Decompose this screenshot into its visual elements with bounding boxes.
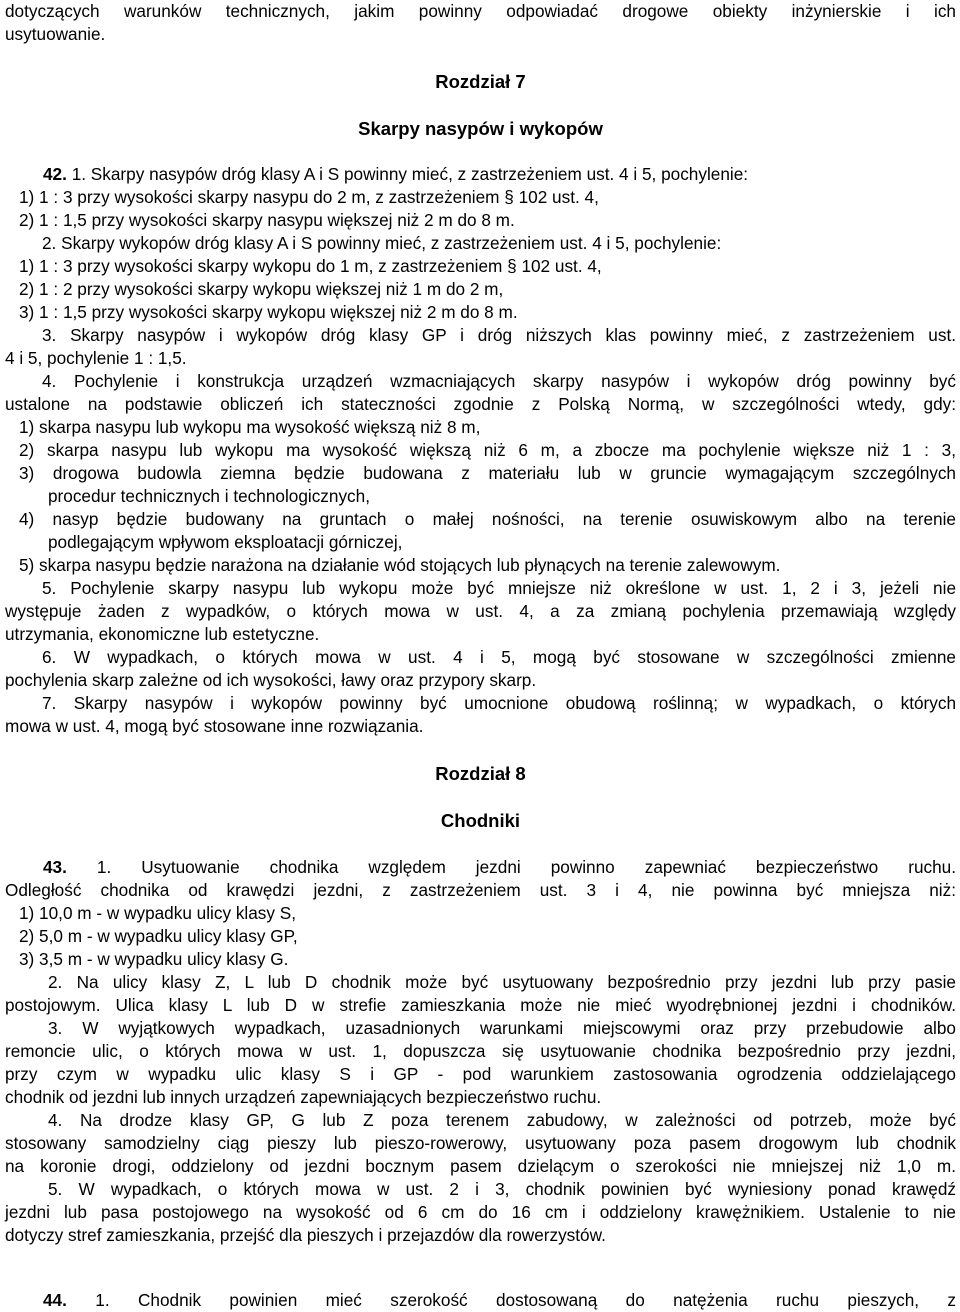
text-line: 4. Pochylenie i konstrukcja urządzeń wzmacniających skarpy nasypów i wykopów dróg powinny być <box>42 371 956 391</box>
text-line: 4. Na drodze klasy GP, G lub Z poza terenem zabudowy, w zależności od potrzeb, może być <box>48 1110 956 1130</box>
section-paragraph-42 <box>43 163 956 186</box>
list-item: 5) skarpa nasypu będzie narażona na działanie wód stojących lub płynących na terenie zalewowym. <box>19 555 781 575</box>
text-line: przy czym w wypadku ulic klasy S i GP - pod warunkiem zastosowania ogrodzenia oddzielającego <box>5 1064 956 1084</box>
text-line: 3. W wyjątkowych wypadkach, uzasadnionych warunkami miejscowymi oraz przy przebudowie albo <box>48 1018 956 1038</box>
text-line: usytuowanie. <box>5 24 106 44</box>
text-line: jezdni lub pasa postojowego na wysokość od 6 cm do 16 cm i oddzielony krawężnikiem. Ustalenie to nie <box>5 1202 956 1222</box>
text-line: pochylenia skarp zależne od ich wysokości, ławy oraz przypory skarp. <box>5 670 537 690</box>
text-line: występuje żaden z wypadków, o których mowa w ust. 4, a za zmianą pochylenia przemawiają względy <box>5 601 956 621</box>
section-number: 42. <box>43 164 67 184</box>
text-line: stosowany samodzielny ciąg pieszy lub pieszo-rowerowy, usytuowany poza pasem drogowym lub chodnik <box>5 1133 956 1153</box>
list-item-continuation: podlegającym wpływom eksploatacji górniczej, <box>48 532 403 552</box>
text-line: 2) 1 : 1,5 przy wysokości skarpy nasypu większej niż 2 m do 8 m. <box>19 210 515 230</box>
text-line: 3) 1 : 1,5 przy wysokości skarpy wykopu większej niż 2 m do 8 m. <box>19 302 518 322</box>
list-item: 3) drogowa budowla ziemna będzie budowana z materiału lub w gruncie wymagającym szczególnych <box>19 463 956 483</box>
chapter-title: Chodniki <box>440 810 521 831</box>
text-line: 1. Skarpy nasypów dróg klasy A i S powinny mieć, z zastrzeżeniem ust. 4 i 5, pochylenie: <box>71 164 749 184</box>
text-line: 2) 1 : 2 przy wysokości skarpy wykopu większej niż 1 m do 2 m, <box>19 279 504 299</box>
text-line: 5. W wypadkach, o których mowa w ust. 2 i 3, chodnik powinien być wyniesiony ponad krawędź <box>48 1179 956 1199</box>
text-line: 2. Skarpy wykopów dróg klasy A i S powinny mieć, z zastrzeżeniem ust. 4 i 5, pochylenie: <box>42 233 722 253</box>
text-line: dotyczy stref zamieszkania, przejść dla pieszych i przejazdów dla rowerzystów. <box>5 1225 606 1245</box>
chapter-heading: Rozdział 7 <box>435 71 526 92</box>
section-number: 43. <box>43 857 67 877</box>
section-number: 44. <box>43 1290 67 1310</box>
text-line: 1. Chodnik powinien mieć szerokość dostosowaną do natężenia ruchu pieszych, z <box>95 1290 957 1310</box>
section-paragraph-43 <box>43 856 956 879</box>
text-line: dotyczących warunków technicznych, jakim powinny odpowiadać drogowe obiekty inżynierskie i ich <box>5 1 956 21</box>
text-line: chodnik od jezdni lub innych urządzeń zapewniających bezpieczeństwo ruchu. <box>5 1087 602 1107</box>
text-line: postojowym. Ulica klasy L lub D w strefie zamieszkania może nie mieć wyodrębnionej jezdni i chodników. <box>5 995 956 1015</box>
list-item-continuation: procedur technicznych i technologicznych, <box>48 486 370 506</box>
text-line: remoncie ulic, o których mowa w ust. 1, dopuszcza się usytuowanie chodnika bezpośrednio przy jezdni, <box>5 1041 956 1061</box>
chapter-heading: Rozdział 8 <box>435 763 526 784</box>
text-line: 1. Usytuowanie chodnika względem jezdni powinno zapewniać bezpieczeństwo ruchu. <box>96 857 956 877</box>
text-line: mowa w ust. 4, mogą być stosowane inne rozwiązania. <box>5 716 424 736</box>
section-paragraph-44 <box>43 1289 956 1312</box>
text-line: 1) 1 : 3 przy wysokości skarpy wykopu do 1 m, z zastrzeżeniem § 102 ust. 4, <box>19 256 602 276</box>
list-item: 2) skarpa nasypu lub wykopu ma wysokość większą niż 6 m, a zbocze ma pochylenie większe niż 1 : 3, <box>19 440 956 460</box>
text-line: 2. Na ulicy klasy Z, L lub D chodnik może być usytuowany bezpośrednio przy jezdni lub przy pasie <box>48 972 956 992</box>
text-line: 1) 1 : 3 przy wysokości skarpy nasypu do 2 m, z zastrzeżeniem § 102 ust. 4, <box>19 187 599 207</box>
text-line: 3. Skarpy nasypów i wykopów dróg klasy GP i dróg niższych klas powinny mieć, z zastrzeżeniem ust. <box>42 325 956 345</box>
text-line: 6. W wypadkach, o których mowa w ust. 4 i 5, mogą być stosowane w szczególności zmienne <box>42 647 956 667</box>
list-item: 1) 10,0 m - w wypadku ulicy klasy S, <box>19 903 297 923</box>
text-line: utrzymania, ekonomiczne lub estetyczne. <box>5 624 320 644</box>
text-line: ustalone na podstawie obliczeń ich stateczności zgodnie z Polską Normą, w szczególności wtedy, gdy: <box>5 394 956 414</box>
list-item: 3) 3,5 m - w wypadku ulicy klasy G. <box>19 949 289 969</box>
chapter-title: Skarpy nasypów i wykopów <box>358 118 603 139</box>
list-item: 1) skarpa nasypu lub wykopu ma wysokość większą niż 8 m, <box>19 417 481 437</box>
list-item: 2) 5,0 m - w wypadku ulicy klasy GP, <box>19 926 298 946</box>
text-line: 4 i 5, pochylenie 1 : 1,5. <box>5 348 187 368</box>
text-line: 5. Pochylenie skarpy nasypu lub wykopu może być mniejsze niż określone w ust. 1, 2 i 3, jeżeli nie <box>42 578 956 598</box>
text-line: na koronie drogi, oddzielony od jezdni bocznym pasem dzielącym o szerokości nie mniejszej niż 1,0 m. <box>5 1156 956 1176</box>
text-line: 7. Skarpy nasypów i wykopów powinny być umocnione obudową roślinną; w wypadkach, o których <box>42 693 956 713</box>
list-item: 4) nasyp będzie budowany na gruntach o małej nośności, na terenie osuwiskowym albo na terenie <box>19 509 956 529</box>
text-line: Odległość chodnika od krawędzi jezdni, z zastrzeżeniem ust. 3 i 4, nie powinna być mniejsza niż: <box>5 880 956 900</box>
